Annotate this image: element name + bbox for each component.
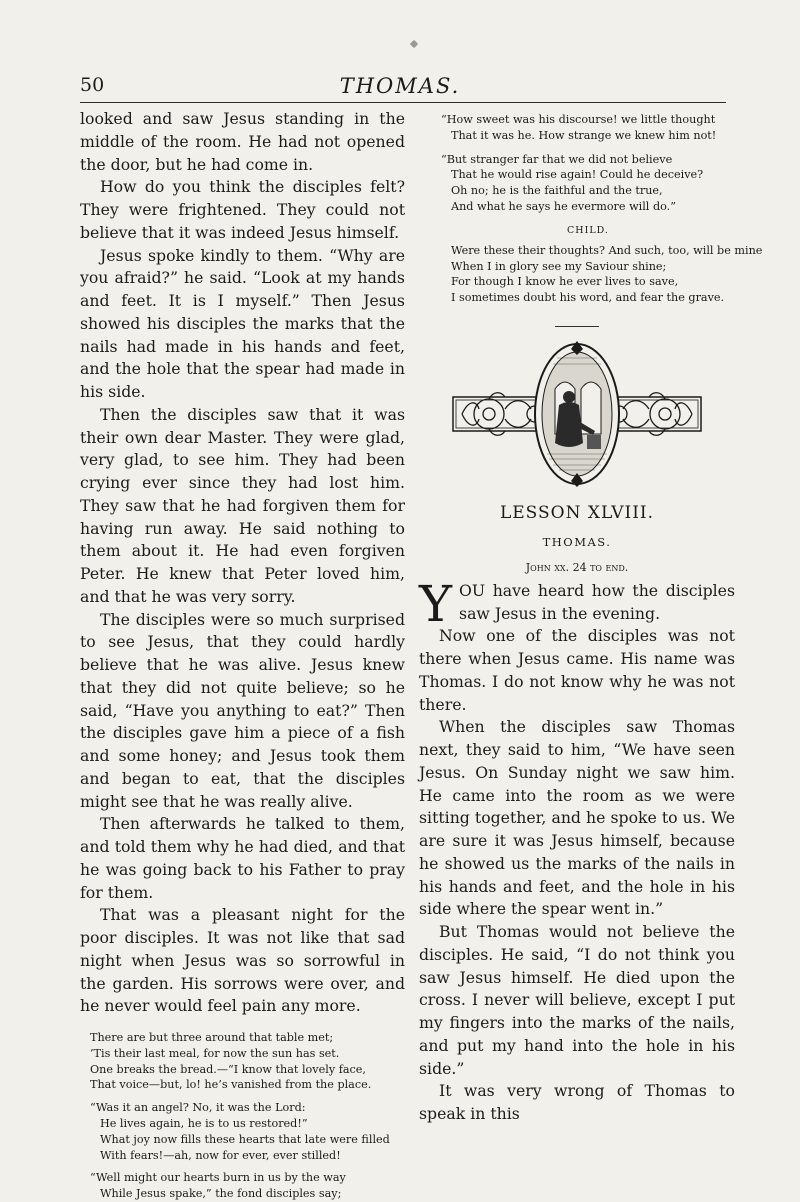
- poem-line: And what he says he evermore will do.”: [451, 199, 676, 213]
- poem-line: He lives again, he is to us restored!”: [100, 1116, 308, 1130]
- header-rule: [80, 102, 726, 103]
- poem-line: What joy now fills these hearts that late were filled: [100, 1132, 390, 1146]
- poem-line: “How sweet was his discourse! we little thought: [441, 113, 716, 126]
- poem-stanza: [441, 112, 735, 144]
- poem-stanza: [90, 1030, 405, 1093]
- paragraph: Then afterwards he talked to them, and told them why he had died, and that he was going back to his Father to pray for them.: [80, 814, 405, 902]
- poem-line: When I in glory see my Saviour shine;: [451, 259, 667, 273]
- paragraph: Now one of the disciples was not there when Jesus came. His name was Thomas. I do not know why he was not there.: [419, 626, 735, 714]
- first-paragraph-text: OU have heard how the disciples saw Jesus in the evening.: [459, 580, 735, 623]
- drop-cap: Y: [419, 574, 453, 633]
- poem-stanza: [90, 1100, 405, 1163]
- left-column: [80, 108, 405, 1202]
- left-prose: [80, 108, 405, 1018]
- paragraph: When the disciples saw Thomas next, they said to him, “We have seen Jesus. On Sunday night we saw him. He came into the room as we were sitting together, and he spoke to us. We are sure it was Jesus himself, because he showed us the marks of the nails in his hands and feet, and the hole in his side where the spear went in.”: [419, 717, 735, 919]
- paragraph: But Thomas would not believe the disciples. He said, “I do not think you saw Jesus himself. He died upon the cross. I never will believe, except I put my fingers into the marks of the nails, and put my hand into the hole in his side.”: [419, 922, 735, 1078]
- paragraph: Jesus spoke kindly to them. “Why are you afraid?” he said. “Look at my hands and feet. It is I myself.” Then Jesus showed his disciples the marks that the nails had made in his hands and feet, and the hole that the spear had made in his side.: [80, 245, 405, 401]
- lesson-subtitle: THOMAS.: [542, 534, 612, 549]
- running-head: THOMAS.: [339, 74, 461, 98]
- poem-line: “Well might our hearts burn in us by the way: [90, 1171, 346, 1185]
- ornament-illustration: [447, 339, 707, 489]
- poem-line: That it was he. How strange we knew him not!: [451, 128, 717, 142]
- paragraph: looked and saw Jesus standing in the middle of the room. He had not opened the door, but he had come in.: [80, 109, 405, 174]
- poem-line: “Was it an angel? No, it was the Lord:: [90, 1101, 306, 1115]
- right-poem: [441, 112, 763, 306]
- poem-line: There are but three around that table met;: [90, 1031, 334, 1044]
- poem-line: I sometimes doubt his word, and fear the grave.: [451, 291, 725, 305]
- paragraph: Then the disciples saw that it was their own dear Master. They were glad, very glad, to see him. They had been crying ever since they had lost him. They saw that he had forgiven them for having run away. He said nothing to them about it. He had even forgiven Peter. He knew that Peter loved him, and that he was very sorry.: [80, 404, 405, 606]
- right-column: [419, 108, 763, 1126]
- first-paragraph: [419, 574, 735, 633]
- page-mark: [410, 40, 418, 48]
- poem-line: Were these their thoughts? And such, too, will be mine: [451, 243, 763, 257]
- poem-stanza: [90, 1170, 405, 1202]
- lesson-title: LESSON XLVIII.: [499, 502, 655, 523]
- right-prose: [419, 574, 735, 1126]
- poem-line: “But stranger far that we did not believe: [441, 152, 673, 166]
- scripture-reference: John xx. 24 to end.: [525, 560, 629, 574]
- poem-line: That voice—but, lo! he’s vanished from the place.: [90, 1078, 372, 1092]
- poem-line: That he would rise again! Could he deceive?: [451, 168, 704, 182]
- paragraph: How do you think the disciples felt? They were frightened. They could not believe that it was indeed Jesus himself.: [80, 177, 405, 242]
- left-poem: [90, 1030, 405, 1202]
- paragraph: That was a pleasant night for the poor disciples. It was not like that sad night when Jesus was so sorrowful in the garden. His sorrows were over, and he never would feel pain any more.: [80, 905, 405, 1016]
- poem-stanza: [441, 152, 735, 215]
- poem-line: Oh no; he is the faithful and the true,: [451, 184, 663, 198]
- poem-line: For though I know he ever lives to save,: [451, 275, 679, 289]
- paragraph: The disciples were so much surprised to see Jesus, that they could hardly believe that he was alive. Jesus knew that they did not quite believe; so he said, “Have you anything to eat?” Then the disciples gave him a piece of a fish and some honey; and Jesus took them and began to eat, that the disciples might see that he was really alive.: [80, 609, 405, 811]
- child-stanza: [451, 243, 763, 306]
- section-rule: [555, 326, 599, 327]
- paragraph: It was very wrong of Thomas to speak in this: [419, 1081, 735, 1124]
- poem-line: One breaks the bread.—“I know that lovely face,: [90, 1062, 366, 1076]
- poem-line: ’Tis their last meal, for now the sun has set.: [90, 1046, 340, 1060]
- child-label: CHILD.: [567, 224, 609, 236]
- page-number: 50: [80, 74, 105, 96]
- poem-line: While Jesus spake,” the fond disciples say;: [100, 1187, 342, 1201]
- poem-line: With fears!—ah, now for ever, ever stilled!: [100, 1148, 341, 1162]
